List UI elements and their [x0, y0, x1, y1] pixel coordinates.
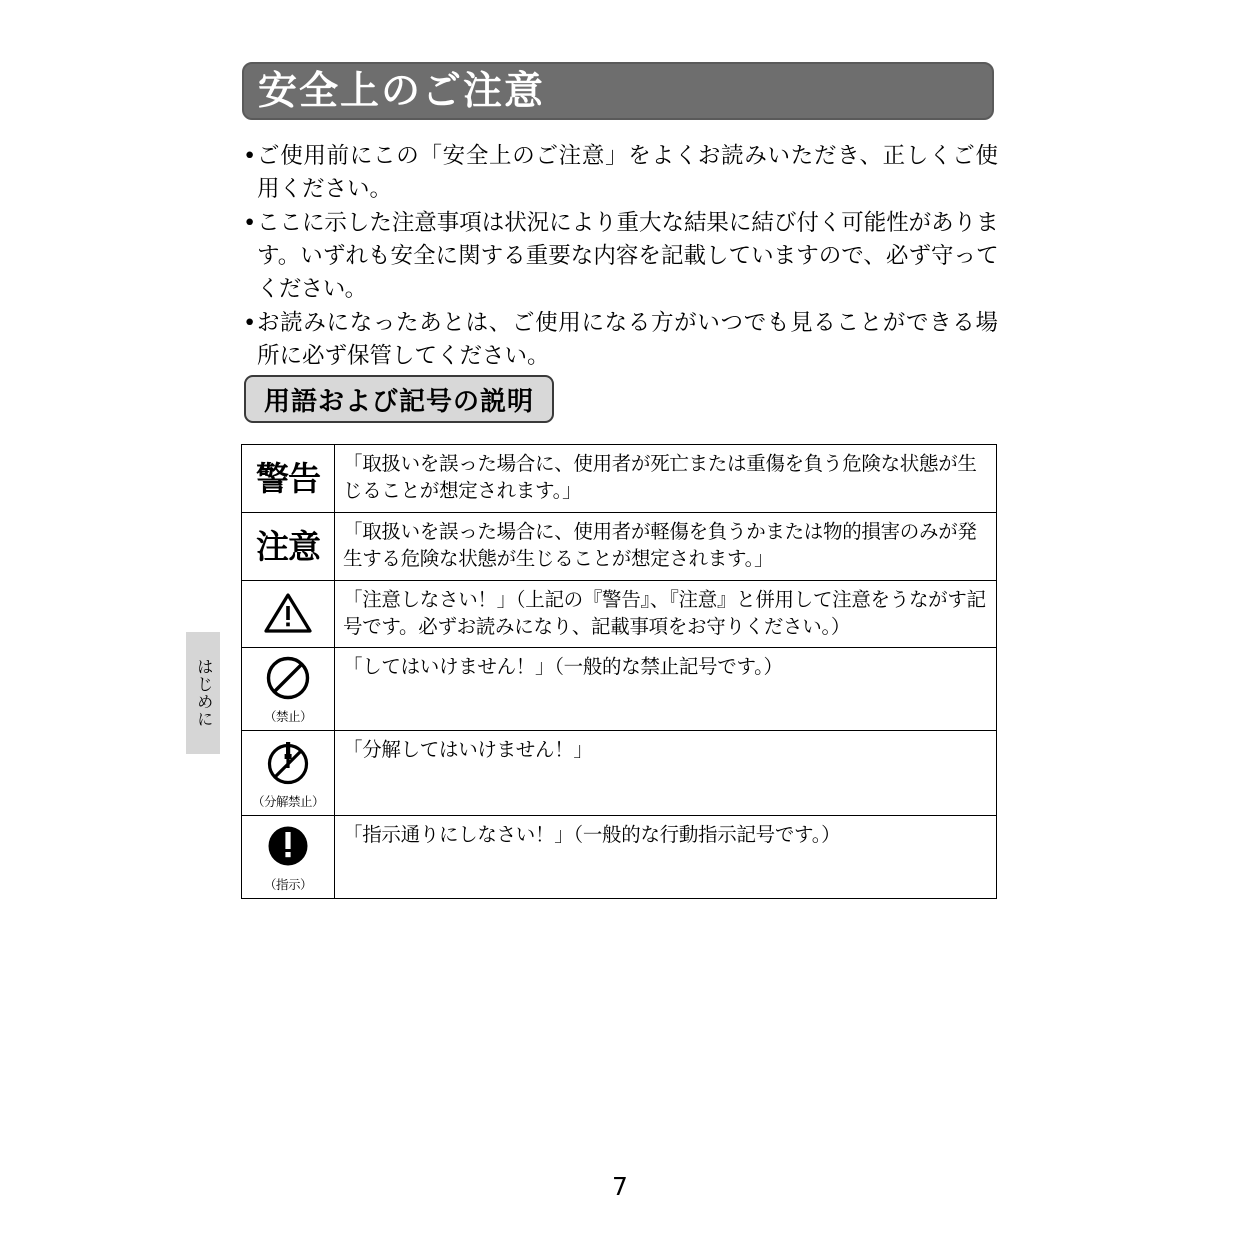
- symbol-caption: （禁止）: [263, 709, 312, 725]
- description-cell: 「取扱いを誤った場合に、使用者が軽傷を負うかまたは物的損害のみが発生する危険な状態が生じることが想定されます。」: [335, 512, 997, 580]
- bullet-marker: •: [243, 143, 257, 169]
- mandatory-exclamation-icon: [265, 823, 311, 873]
- symbol-cell-mandatory: [242, 816, 335, 899]
- symbol-cell-prohibition: [242, 648, 335, 731]
- list-item-text: ご使用前にこの「安全上のご注意」をよくお読みいただき、正しくご使用ください。: [257, 143, 998, 202]
- intro-bullet-list: [243, 140, 998, 374]
- table-row: [242, 512, 997, 580]
- side-tab-label: はじめに: [194, 658, 214, 728]
- list-item: [243, 307, 998, 372]
- page-title: 安全上のご注意: [258, 68, 546, 114]
- symbol-cell-no-disassembly: [242, 731, 335, 816]
- table-row: [242, 731, 997, 816]
- list-item: [243, 140, 998, 205]
- description-cell: 「注意しなさい！」（上記の『警告』、『注意』と併用して注意をうながす記号です。必ずお読みになり、記載事項をお守りください。）: [335, 580, 997, 648]
- table-row: [242, 816, 997, 899]
- section-heading: [244, 375, 554, 423]
- list-item-text: ここに示した注意事項は状況により重大な結果に結び付く可能性があります。いずれも安全に関する重要な内容を記載していますので、必ず守ってください。: [257, 210, 998, 302]
- warning-triangle-icon: [264, 592, 312, 638]
- page-title-banner: [242, 62, 994, 120]
- bullet-marker: •: [243, 210, 257, 237]
- list-item: [243, 207, 998, 305]
- no-disassembly-icon: [265, 738, 311, 790]
- description-cell: 「してはいけません！」（一般的な禁止記号です。）: [335, 648, 997, 731]
- symbol-explanation-table: [241, 444, 997, 899]
- bullet-marker: •: [243, 310, 257, 337]
- side-tab-chapter: [186, 632, 220, 754]
- table-row: [242, 648, 997, 731]
- table-row: [242, 580, 997, 648]
- symbol-caption: （指示）: [263, 877, 312, 893]
- prohibition-circle-icon: [265, 655, 311, 705]
- description-cell: 「分解してはいけません！」: [335, 731, 997, 816]
- description-cell: 「指示通りにしなさい！」（一般的な行動指示記号です。）: [335, 816, 997, 899]
- symbol-cell-warning: 警告: [242, 445, 335, 513]
- symbol-cell-caution: 注意: [242, 512, 335, 580]
- symbol-cell-warning-triangle: [242, 580, 335, 648]
- section-heading-label: 用語および記号の説明: [264, 386, 535, 417]
- symbol-caption: （分解禁止）: [251, 794, 324, 810]
- description-cell: 「取扱いを誤った場合に、使用者が死亡または重傷を負う危険な状態が生じることが想定されます。」: [335, 445, 997, 513]
- table-row: [242, 445, 997, 513]
- list-item-text: お読みになったあとは、ご使用になる方がいつでも見ることができる場所に必ず保管してください。: [257, 310, 998, 369]
- page-number: 7: [612, 1172, 628, 1201]
